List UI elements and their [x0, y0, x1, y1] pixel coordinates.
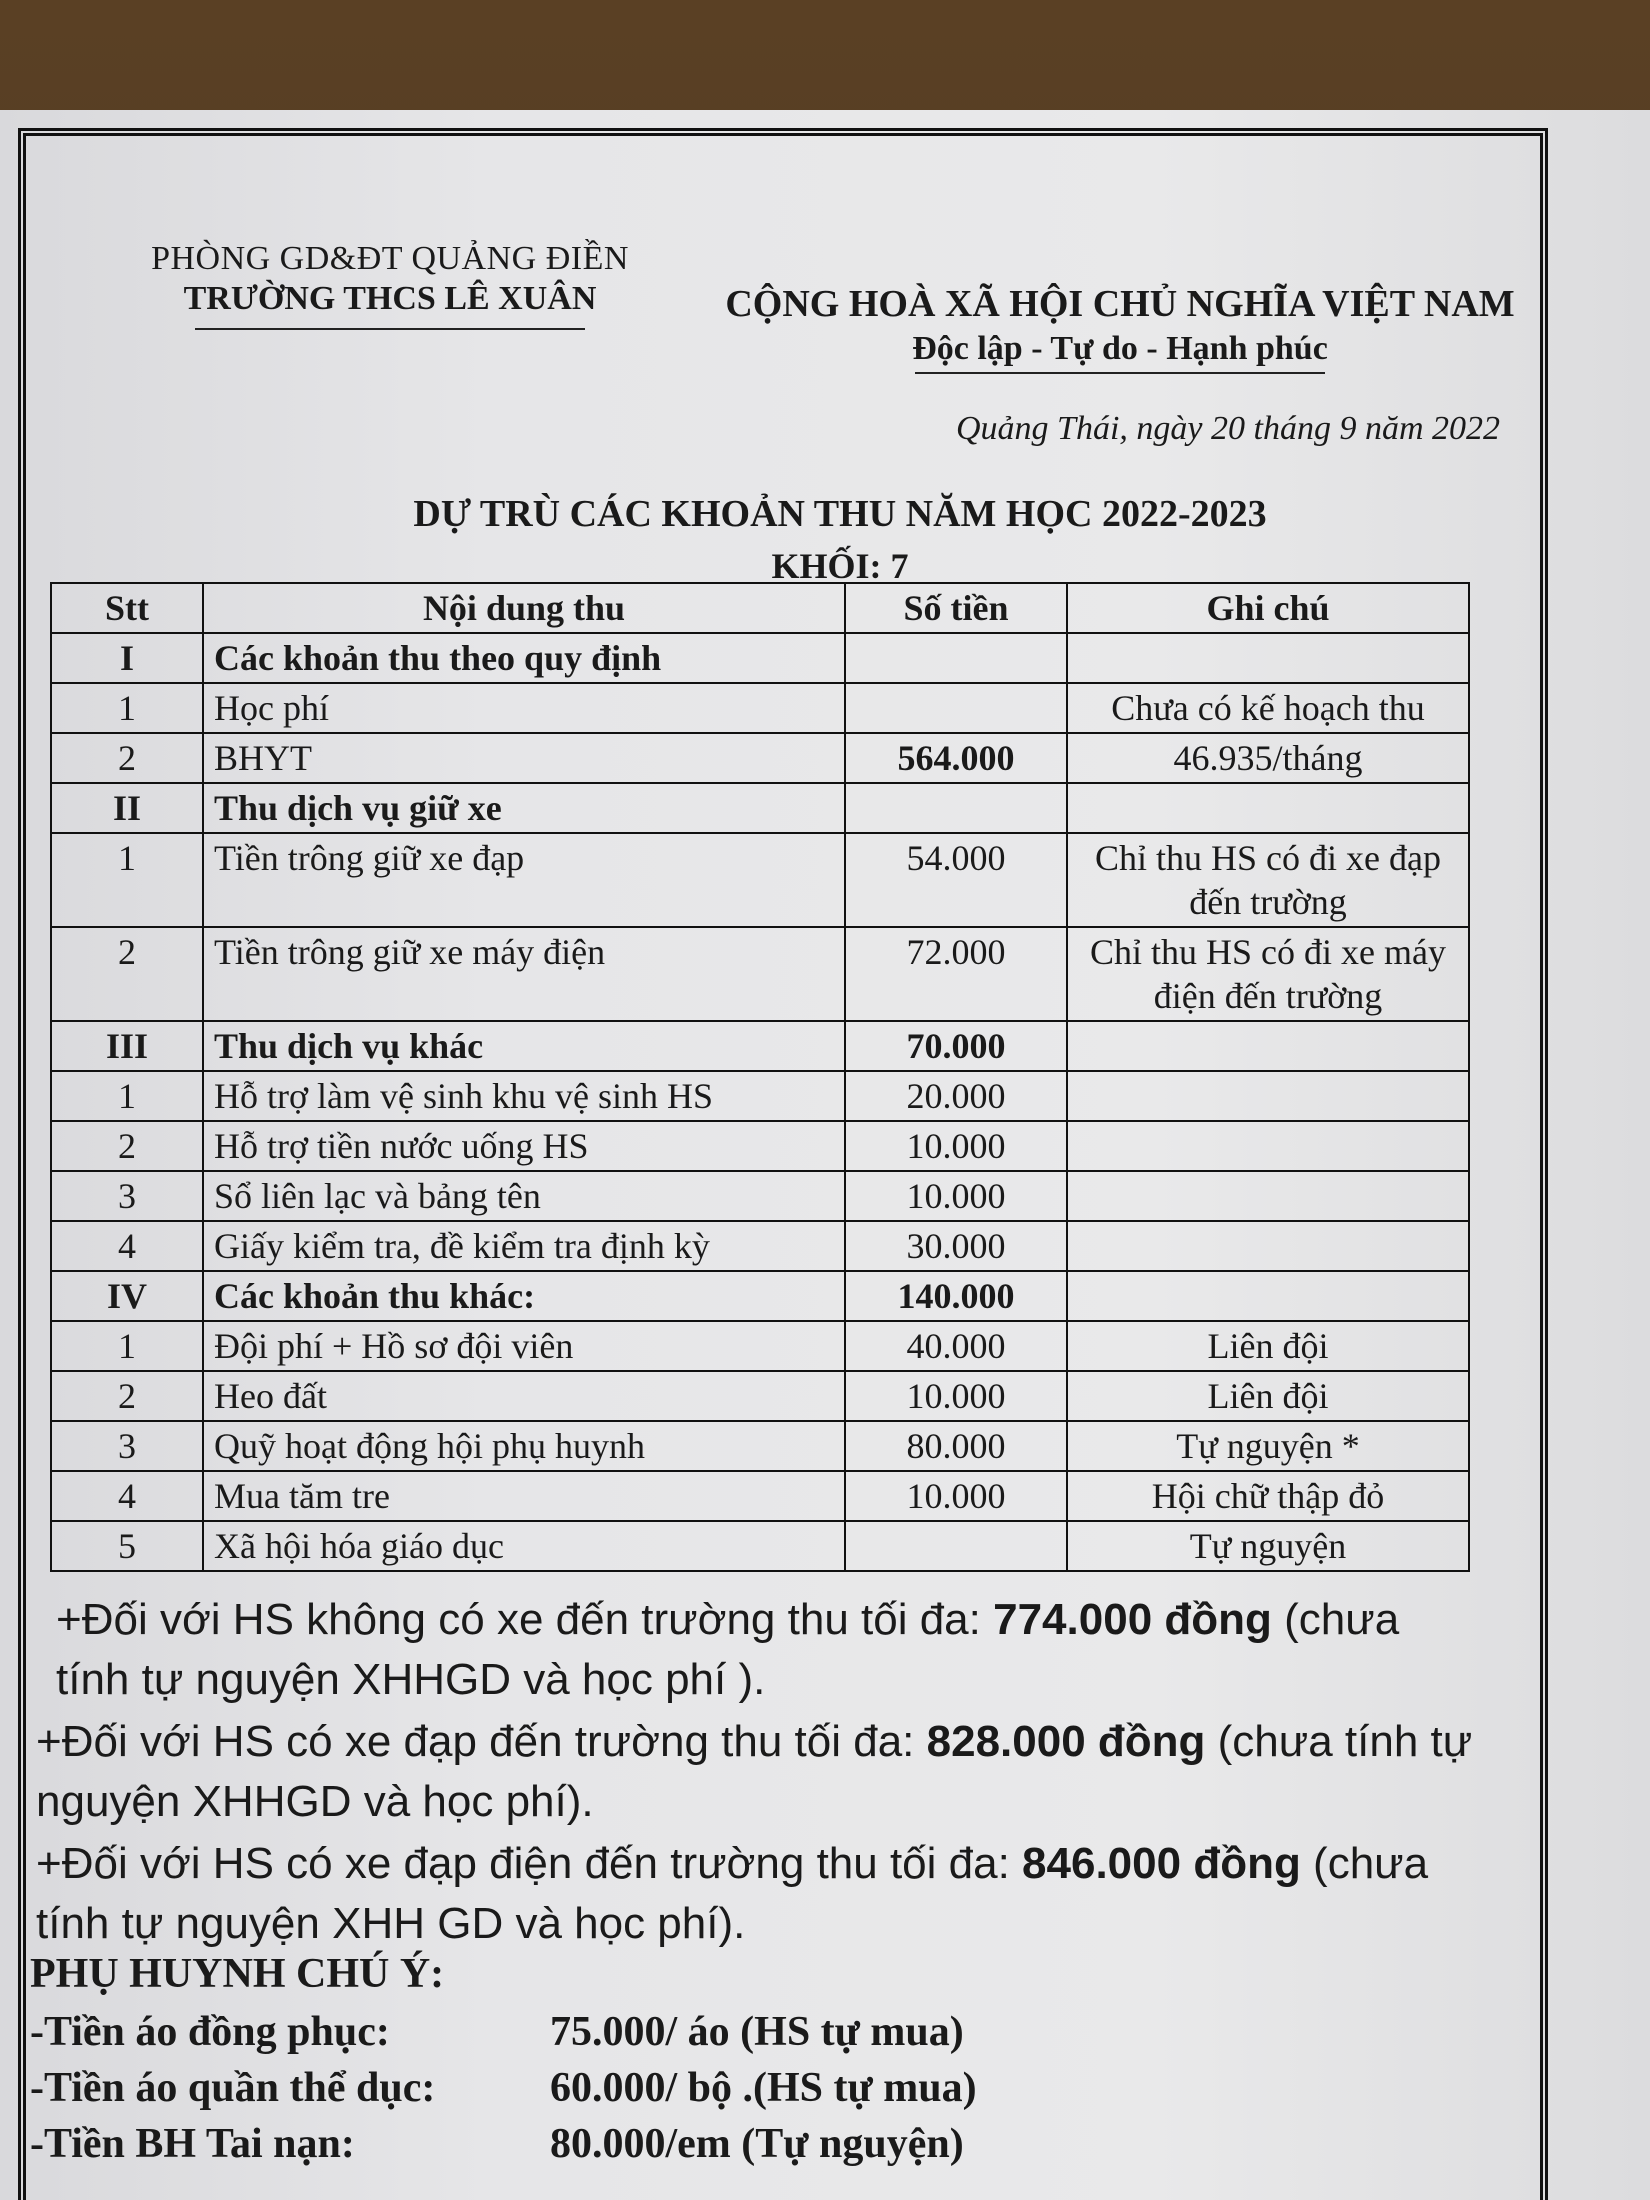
cell-content: Tiền trông giữ xe máy điện — [203, 927, 845, 1021]
notice-label: -Tiền áo đồng phục: — [30, 2009, 390, 2055]
cell-note: Liên đội — [1067, 1371, 1469, 1421]
cell-stt: 5 — [51, 1521, 203, 1571]
cell-note: 46.935/tháng — [1067, 733, 1469, 783]
motto-underline — [915, 372, 1325, 374]
table-row — [51, 733, 1469, 783]
cell-stt: IV — [51, 1271, 203, 1321]
notice-title: PHỤ HUYNH CHÚ Ý: — [30, 1951, 445, 1997]
cell-note — [1067, 783, 1469, 833]
cell-note — [1067, 1021, 1469, 1071]
cell-stt: 2 — [51, 1371, 203, 1421]
cell-amount: 10.000 — [845, 1171, 1067, 1221]
table-row — [51, 1321, 1469, 1371]
cell-content: Thu dịch vụ khác — [203, 1021, 845, 1071]
table-row — [51, 1121, 1469, 1171]
notice-value: 60.000/ bộ .(HS tự mua) — [550, 2065, 977, 2111]
cell-note — [1067, 1221, 1469, 1271]
cell-stt: 3 — [51, 1171, 203, 1221]
cell-note: Liên đội — [1067, 1321, 1469, 1371]
table-section-row — [51, 1271, 1469, 1321]
cell-stt: II — [51, 783, 203, 833]
cell-content: Quỹ hoạt động hội phụ huynh — [203, 1421, 845, 1471]
national-title: CỘNG HOÀ XÃ HỘI CHỦ NGHĨA VIỆT NAM — [725, 283, 1515, 325]
header-content: Nội dung thu — [203, 583, 845, 633]
table-row — [51, 1421, 1469, 1471]
cell-content: BHYT — [203, 733, 845, 783]
summary-text: +Đối với HS có xe đạp điện đến trường thu tối đa: — [36, 1839, 1023, 1888]
cell-stt: III — [51, 1021, 203, 1071]
summary-text: (chưa tính tự nguyện XHHGD và học phí ). — [56, 1595, 1400, 1704]
cell-amount — [845, 1521, 1067, 1571]
cell-stt: 3 — [51, 1421, 203, 1471]
department-name: PHÒNG GD&ĐT QUẢNG ĐIỀN — [151, 240, 629, 277]
school-name: TRƯỜNG THCS LÊ XUÂN — [183, 280, 597, 317]
notice-value: 75.000/ áo (HS tự mua) — [550, 2009, 964, 2055]
cell-amount: 20.000 — [845, 1071, 1067, 1121]
table-section-row — [51, 783, 1469, 833]
header-amount: Số tiền — [845, 583, 1067, 633]
cell-stt: 1 — [51, 1071, 203, 1121]
cell-note — [1067, 1121, 1469, 1171]
cell-note: Chỉ thu HS có đi xe máy điện đến trường — [1067, 927, 1469, 1021]
cell-content: Hỗ trợ tiền nước uống HS — [203, 1121, 845, 1171]
table-section-row — [51, 633, 1469, 683]
summary-section — [36, 1590, 1476, 1956]
cell-content: Mua tăm tre — [203, 1471, 845, 1521]
summary-text: (chưa tính tự nguyện XHHGD và học phí). — [36, 1717, 1473, 1826]
cell-stt: 4 — [51, 1221, 203, 1271]
summary-amount: 846.000 đồng — [1022, 1839, 1301, 1888]
document-date: Quảng Thái, ngày 20 tháng 9 năm 2022 — [956, 410, 1500, 447]
header-note: Ghi chú — [1067, 583, 1469, 633]
cell-amount — [845, 683, 1067, 733]
cell-content: Giấy kiểm tra, đề kiểm tra định kỳ — [203, 1221, 845, 1271]
cell-note — [1067, 1171, 1469, 1221]
cell-stt: 1 — [51, 833, 203, 927]
cell-amount: 564.000 — [845, 733, 1067, 783]
summary-text: +Đối với HS không có xe đến trường thu tối đa: — [56, 1595, 994, 1644]
school-name-underline — [195, 328, 585, 330]
cell-amount: 40.000 — [845, 1321, 1067, 1371]
cell-content: Đội phí + Hồ sơ đội viên — [203, 1321, 845, 1371]
summary-amount: 774.000 đồng — [993, 1595, 1272, 1644]
cell-note: Chỉ thu HS có đi xe đạp đến trường — [1067, 833, 1469, 927]
fees-table-body — [51, 633, 1469, 1571]
table-row — [51, 1171, 1469, 1221]
cell-note — [1067, 1071, 1469, 1121]
cell-stt: 1 — [51, 1321, 203, 1371]
table-row — [51, 1071, 1469, 1121]
summary-text: (chưa tính tự nguyện XHH GD và học phí). — [36, 1839, 1429, 1948]
notice-item — [30, 2060, 1470, 2116]
table-row — [51, 833, 1469, 927]
cell-amount: 54.000 — [845, 833, 1067, 927]
cell-note: Hội chữ thập đỏ — [1067, 1471, 1469, 1521]
cell-content: Các khoản thu theo quy định — [203, 633, 845, 683]
summary-amount: 828.000 đồng — [926, 1717, 1206, 1766]
table-row — [51, 683, 1469, 733]
cell-content: Các khoản thu khác: — [203, 1271, 845, 1321]
cell-amount: 10.000 — [845, 1471, 1067, 1521]
table-header-row — [51, 583, 1469, 633]
national-header — [720, 282, 1520, 374]
cell-note: Tự nguyện — [1067, 1521, 1469, 1571]
cell-content: Hỗ trợ làm vệ sinh khu vệ sinh HS — [203, 1071, 845, 1121]
table-row — [51, 1221, 1469, 1271]
cell-stt: 2 — [51, 927, 203, 1021]
cell-note: Tự nguyện * — [1067, 1421, 1469, 1471]
cell-note — [1067, 1271, 1469, 1321]
table-row — [51, 1471, 1469, 1521]
national-motto: Độc lập - Tự do - Hạnh phúc — [912, 330, 1328, 367]
fees-table — [50, 582, 1470, 1572]
cell-stt: 1 — [51, 683, 203, 733]
cell-amount: 10.000 — [845, 1121, 1067, 1171]
cell-stt: I — [51, 633, 203, 683]
summary-text: +Đối với HS có xe đạp đến trường thu tối đa: — [36, 1717, 927, 1766]
cell-amount: 70.000 — [845, 1021, 1067, 1071]
summary-bicycle — [36, 1712, 1476, 1832]
cell-stt: 2 — [51, 733, 203, 783]
notice-label: -Tiền BH Tai nạn: — [30, 2121, 355, 2167]
notice-value: 80.000/em (Tự nguyện) — [550, 2121, 964, 2167]
table-row — [51, 1521, 1469, 1571]
summary-no-vehicle — [36, 1590, 1476, 1710]
cell-content: Thu dịch vụ giữ xe — [203, 783, 845, 833]
notice-item — [30, 2004, 1470, 2060]
issuer-header — [130, 240, 650, 330]
document-title: DỰ TRÙ CÁC KHOẢN THU NĂM HỌC 2022-2023 — [413, 493, 1267, 535]
cell-content: Heo đất — [203, 1371, 845, 1421]
notice-label: -Tiền áo quần thể dục: — [30, 2065, 436, 2111]
cell-amount: 10.000 — [845, 1371, 1067, 1421]
cell-content: Học phí — [203, 683, 845, 733]
cell-amount: 80.000 — [845, 1421, 1067, 1471]
summary-ebike — [36, 1834, 1476, 1954]
document-subtitle: KHỐI: 7 — [771, 546, 909, 586]
cell-amount — [845, 633, 1067, 683]
notice-item — [30, 2116, 1470, 2172]
cell-content: Xã hội hóa giáo dục — [203, 1521, 845, 1571]
table-row — [51, 1371, 1469, 1421]
table-section-row — [51, 1021, 1469, 1071]
cell-content: Tiền trông giữ xe đạp — [203, 833, 845, 927]
cell-note: Chưa có kế hoạch thu — [1067, 683, 1469, 733]
cell-amount: 140.000 — [845, 1271, 1067, 1321]
header-stt: Stt — [51, 583, 203, 633]
cell-amount: 30.000 — [845, 1221, 1067, 1271]
cell-amount: 72.000 — [845, 927, 1067, 1021]
cell-note — [1067, 633, 1469, 683]
cell-amount — [845, 783, 1067, 833]
cell-content: Sổ liên lạc và bảng tên — [203, 1171, 845, 1221]
parent-notice — [30, 1950, 1470, 2172]
cell-stt: 2 — [51, 1121, 203, 1171]
table-row — [51, 927, 1469, 1021]
cell-stt: 4 — [51, 1471, 203, 1521]
